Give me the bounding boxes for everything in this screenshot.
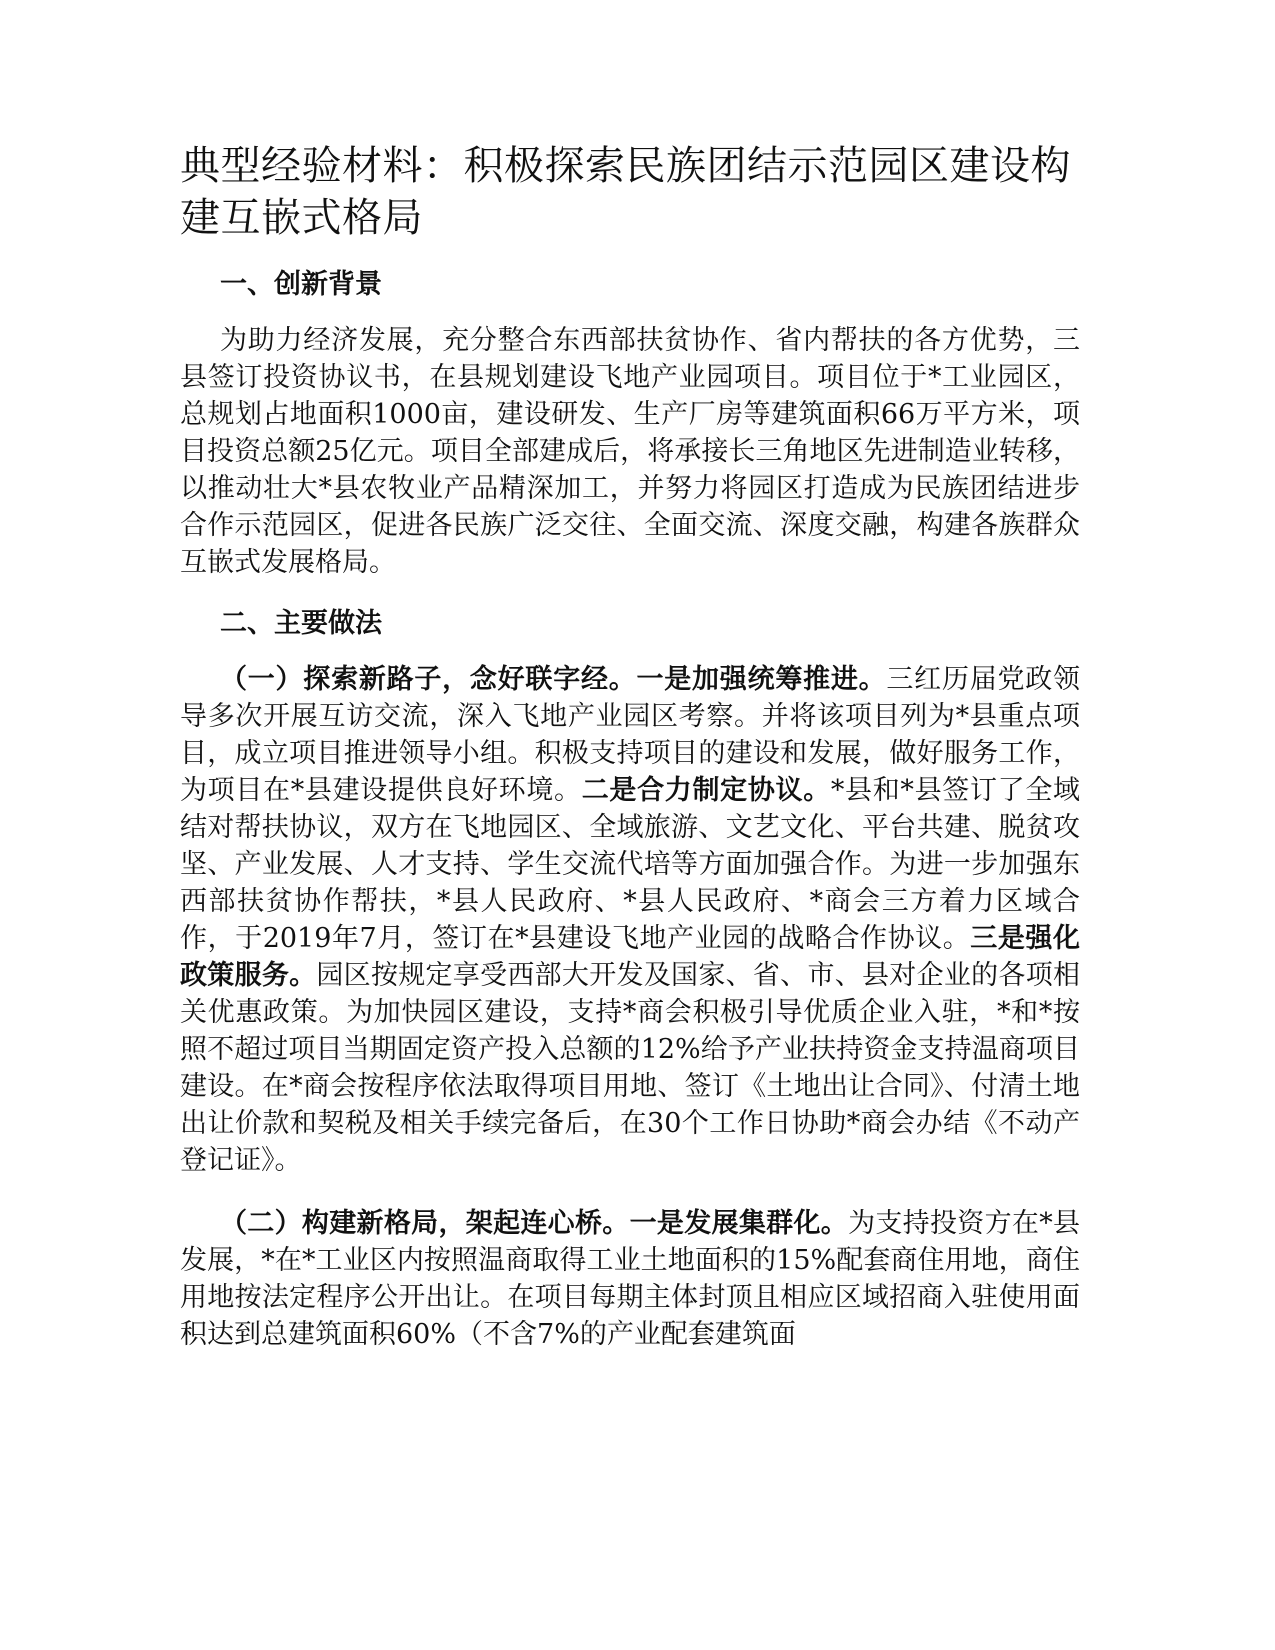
paragraph-practice-1 [180,661,1080,1179]
point-heading: 一是加强统筹推进。 [636,664,887,695]
paragraph-practice-2 [180,1205,1080,1353]
section-heading-background: 一、创新背景 [220,269,382,300]
point-text: 为支持投资方在*县发展，*在*工业区内按照温商取得工业土地面积的15%配套商住用地，商住用地按法定程序公开出让。在项目每期主体封顶且相应区域招商入驻使用面积达到总建筑面积60%（不含7%的产业配套建筑面 [180,1208,1081,1350]
section-heading-practices: 二、主要做法 [220,608,382,639]
paragraph-lead: （二）构建新格局，架起连心桥。 [220,1208,630,1239]
point-heading: 一是发展集群化。 [629,1208,849,1239]
point-text: 三红历届党政领导多次开展互访交流，深入飞地产业园区考察。并将该项目列为*县重点项目，成立项目推进领导小组。积极支持项目的建设和发展，做好服务工作，为项目在*县建设提供良好环境。 [180,664,1081,806]
point-text: *县和*县签订了全域结对帮扶协议，双方在飞地园区、全域旅游、文艺文化、平台共建、脱贫攻坚、产业发展、人才支持、学生交流代培等方面加强合作。为进一步加强东西部扶贫协作帮扶，*县人民政府、*县人民政府、*商会三方着力区域合作，于2019年7月，签订在*县建设飞地产业园的战略合作协议。 [180,775,1081,954]
point-heading: 三是强化政策服务。 [180,923,1081,991]
document-page [180,140,1080,1379]
paragraph-lead: （一）探索新路子，念好联字经。 [220,664,637,695]
point-text: 园区按规定享受西部大开发及国家、省、市、县对企业的各项相关优惠政策。为加快园区建设，支持*商会积极引导优质企业入驻，*和*按照不超过项目当期固定资产投入总额的12%给予产业扶持资金支持温商项目建设。在*商会按程序依法取得项目用地、签订《土地出让合同》、付清土地出让价款和契税及相关手续完备后，在30个工作日协助*商会办结《不动产登记证》。 [180,960,1080,1176]
paragraph-background: 为助力经济发展，充分整合东西部扶贫协作、省内帮扶的各方优势，三县签订投资协议书，在县规划建设飞地产业园项目。项目位于*工业园区，总规划占地面积1000亩，建设研发、生产厂房等建筑面积66万平方米，项目投资总额25亿元。项目全部建成后，将承接长三角地区先进制造业转移，以推动壮大*县农牧业产品精深加工，并努力将园区打造成为民族团结进步合作示范园区，促进各民族广泛交往、全面交流、深度交融，构建各族群众互嵌式发展格局。 [180,325,1080,578]
point-heading: 二是合力制定协议。 [581,775,831,806]
document-title: 典型经验材料：积极探索民族团结示范园区建设构建互嵌式格局 [180,143,1071,241]
